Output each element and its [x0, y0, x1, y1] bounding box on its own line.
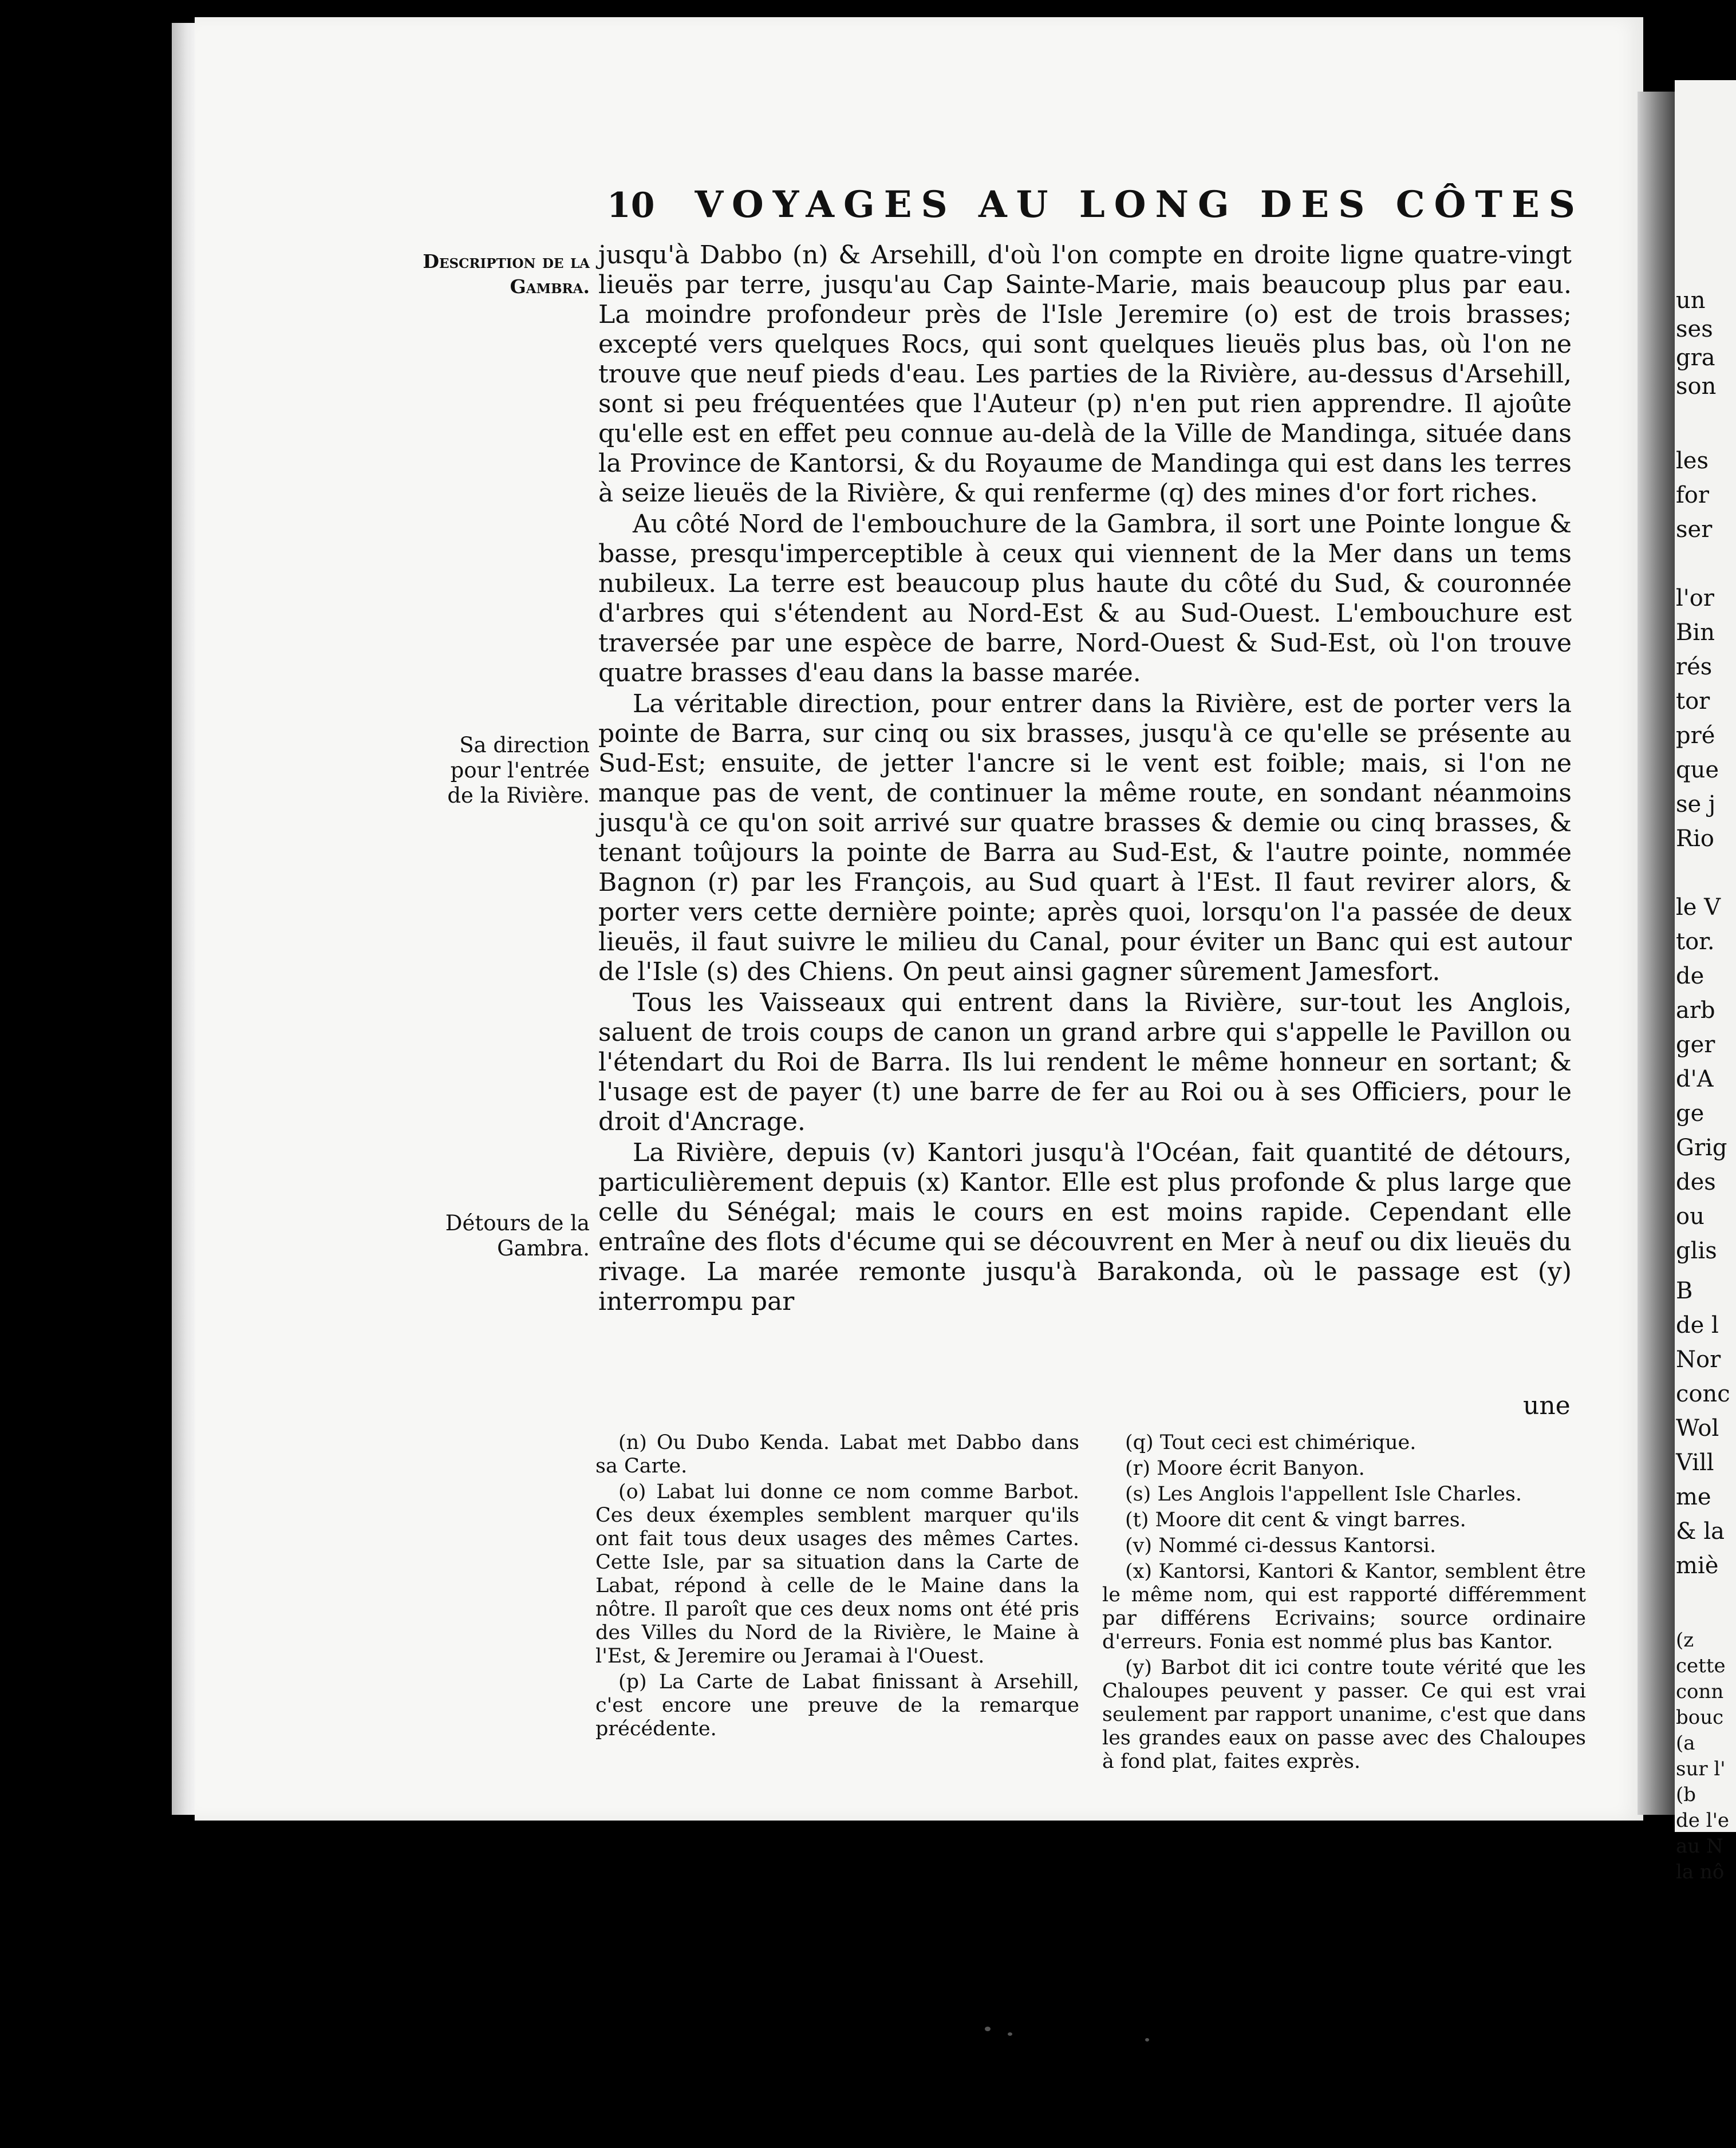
footnotes-right-column: [1102, 1431, 1586, 1776]
facing-page-word: son: [1676, 373, 1717, 400]
page-number: 10: [607, 185, 655, 226]
facing-page-fragment: [1675, 80, 1736, 1884]
facing-page-word: (b: [1676, 1783, 1696, 1806]
facing-page-word: tor.: [1676, 929, 1715, 955]
footnote: (q) Tout ceci est chimérique.: [1125, 1431, 1417, 1454]
paragraph: La Rivière, depuis (v) Kantori jusqu'à l'Océan, fait quantité de détours, particulièrement depuis (x) Kantor. Elle est plus profonde & plus large que celle du Sénégal; mais le cours en est moins rapide. Cependant elle entraîne des flots d'écume qui se découvrent en Mer à neuf ou dix lieuës du rivage. La marée remonte jusqu'à Barakonda, où le passage est (y) interrompu par: [598, 1138, 1572, 1316]
facing-page-word: conn: [1676, 1680, 1724, 1703]
footnote: (p) La Carte de Labat finissant à Arsehill, c'est encore une preuve de la remarque précédente.: [595, 1671, 1079, 1740]
footnote: (v) Nommé ci-dessus Kantorsi.: [1125, 1534, 1437, 1557]
facing-page-word: se j: [1676, 791, 1716, 818]
facing-page-word: au N: [1676, 1835, 1723, 1858]
margin-note-detours: Détours de la Gambra.: [445, 1211, 590, 1261]
facing-page-word: la nô: [1676, 1861, 1725, 1884]
scan-speck: [1008, 2032, 1012, 2036]
facing-page-word: cette: [1676, 1655, 1726, 1677]
facing-page-word: d'A: [1676, 1066, 1714, 1092]
margin-note-description: Description de la Gambra.: [423, 250, 590, 298]
facing-page-word: arb: [1676, 997, 1715, 1024]
facing-page-word: & la: [1676, 1518, 1725, 1545]
catchword: une: [1523, 1391, 1571, 1420]
footnote: (r) Moore écrit Banyon.: [1125, 1457, 1365, 1480]
facing-page-word: B: [1676, 1278, 1693, 1304]
facing-page-word: les: [1676, 448, 1709, 474]
facing-page-word: conc: [1676, 1381, 1730, 1407]
facing-page-word: Grig: [1676, 1135, 1727, 1161]
facing-page-word: (a: [1676, 1732, 1695, 1755]
facing-page-word: Vill: [1676, 1450, 1714, 1476]
page-left-edge: [172, 23, 196, 1815]
paragraph: Au côté Nord de l'embouchure de la Gambra, il sort une Pointe longue & basse, presqu'imperceptible à ceux qui viennent de la Mer dans un tems nubileux. La terre est beaucoup plus haute du côté du Sud, & couronnée d'arbres qui s'étendent au Nord-Est & au Sud-Ouest. L'embouchure est traversée par une espèce de barre, Nord-Ouest & Sud-Est, où l'on trouve quatre brasses d'eau dans la basse marée.: [598, 510, 1572, 688]
facing-page-word: pré: [1676, 722, 1715, 749]
facing-page-word: un: [1676, 287, 1706, 314]
facing-page-word: que: [1676, 757, 1719, 783]
facing-page-word: sur l': [1676, 1758, 1726, 1780]
footnotes-left-column: [595, 1431, 1079, 1776]
main-text: [598, 240, 1572, 1317]
running-head: [607, 183, 1584, 235]
scan-speck: [1145, 2038, 1149, 2042]
footnote: (n) Ou Dubo Kenda. Labat met Dabbo dans sa Carte.: [595, 1431, 1079, 1478]
facing-page-word: bouc: [1676, 1706, 1724, 1729]
facing-page-word: for: [1676, 482, 1710, 508]
running-title: VOYAGES AU LONG DES CÔTES: [695, 183, 1584, 226]
facing-page-word: Bin: [1676, 619, 1715, 646]
facing-page-word: Wol: [1676, 1415, 1719, 1442]
paragraph: jusqu'à Dabbo (n) & Arsehill, d'où l'on compte en droite ligne quatre-vingt lieuës par terre, jusqu'au Cap Sainte-Marie, mais beaucoup plus par eau. La moindre profondeur près de l'Isle Jeremire (o) est de trois brasses; excepté vers quelques Rocs, qui sont quelques lieuës plus bas, où l'on ne trouve que neuf pieds d'eau. Les parties de la Rivière, au-dessus d'Arsehill, sont si peu fréquentées que l'Auteur (p) n'en put rien apprendre. Il ajoûte qu'elle est en effet peu connue au-delà de la Ville de Mandinga, située dans la Province de Kantorsi, & du Royaume de Mandinga qui est dans les terres à seize lieuës de la Rivière, & qui renferme (q) des mines d'or fort riches.: [598, 240, 1572, 508]
facing-page-word: Rio: [1676, 826, 1714, 852]
facing-page-word: rés: [1676, 654, 1713, 680]
footnote: (t) Moore dit cent & vingt barres.: [1125, 1509, 1466, 1531]
facing-page-word: miè: [1676, 1553, 1719, 1579]
facing-page-word: Nor: [1676, 1347, 1721, 1373]
facing-page-word: me: [1676, 1484, 1711, 1510]
footnote: (s) Les Anglois l'appellent Isle Charles.: [1125, 1483, 1522, 1506]
facing-page-word: le V: [1676, 894, 1721, 921]
footnote: (o) Labat lui donne ce nom comme Barbot. Ces deux éxemples semblent marquer qu'ils ont fait tous deux usages des mêmes Cartes. Cette Isle, par sa situation dans la Carte de Labat, répond à celle de le Maine dans la nôtre. Il paroît que ces deux noms ont été pris des Villes du Nord de la Rivière, le Maine à l'Est, & Jeremire ou Jeramai à l'Ouest.: [595, 1480, 1079, 1668]
facing-page-word: glis: [1676, 1238, 1717, 1264]
facing-page-word: l'or: [1676, 585, 1714, 611]
facing-page-word: des: [1676, 1169, 1716, 1195]
footnote: (y) Barbot dit ici contre toute vérité que les Chaloupes peuvent y passer. Ce qui est vrai seulement par rapport unanime, c'est que dans les grandes eaux on passe avec des Chaloupes à fond plat, faites exprès.: [1102, 1656, 1586, 1773]
paragraph: La véritable direction, pour entrer dans la Rivière, est de porter vers la pointe de Barra, sur cinq ou six brasses, jusqu'à ce qu'elle se présente au Sud-Est; ensuite, de jetter l'ancre si le vent est foible; mais, si l'on ne manque pas de vent, de continuer la même route, en sondant néanmoins jusqu'à ce qu'on soit arrivé sur quatre brasses & demie ou cinq brasses, & tenant toûjours la pointe de Barra au Sud-Est, & l'autre pointe, nommée Bagnon (r) par les François, au Sud quart à l'Est. Il faut revirer alors, & porter vers cette dernière pointe; après quoi, lorsqu'on l'a passée de deux lieuës, il faut suivre le milieu du Canal, pour éviter un Banc qui est autour de l'Isle (s) des Chiens. On peut ainsi gagner sûrement Jamesfort.: [598, 689, 1572, 986]
facing-page-word: de: [1676, 963, 1705, 989]
facing-page-word: (z: [1676, 1629, 1694, 1652]
facing-page-word: ser: [1676, 516, 1713, 543]
facing-page-word: ge: [1676, 1100, 1705, 1127]
facing-page-word: de l: [1676, 1312, 1719, 1338]
footnote: (x) Kantorsi, Kantori & Kantor, semblent être le même nom, qui est rapporté différemment par différens Ecrivains; source ordinaire d'erreurs. Fonia est nommé plus bas Kantor.: [1102, 1560, 1586, 1653]
margin-note-direction: Sa direction pour l'entrée de la Rivière.: [447, 733, 590, 808]
facing-page-word: de l'e: [1676, 1809, 1730, 1832]
facing-page-word: ses: [1676, 316, 1713, 342]
facing-page-word: gra: [1676, 345, 1715, 371]
facing-page-word: ger: [1676, 1032, 1715, 1058]
scan-speck: [985, 2027, 991, 2031]
facing-page-word: tor: [1676, 688, 1710, 714]
paragraph: Tous les Vaisseaux qui entrent dans la Rivière, sur-tout les Anglois, saluent de trois coups de canon un grand arbre qui s'appelle le Pavillon ou l'étendart du Roi de Barra. Ils lui rendent le même honneur en sortant; & l'usage est de payer (t) une barre de fer au Roi ou à ses Officiers, pour le droit d'Ancrage.: [598, 988, 1572, 1136]
facing-page-word: ou: [1676, 1203, 1705, 1230]
footnotes: [595, 1431, 1586, 1776]
